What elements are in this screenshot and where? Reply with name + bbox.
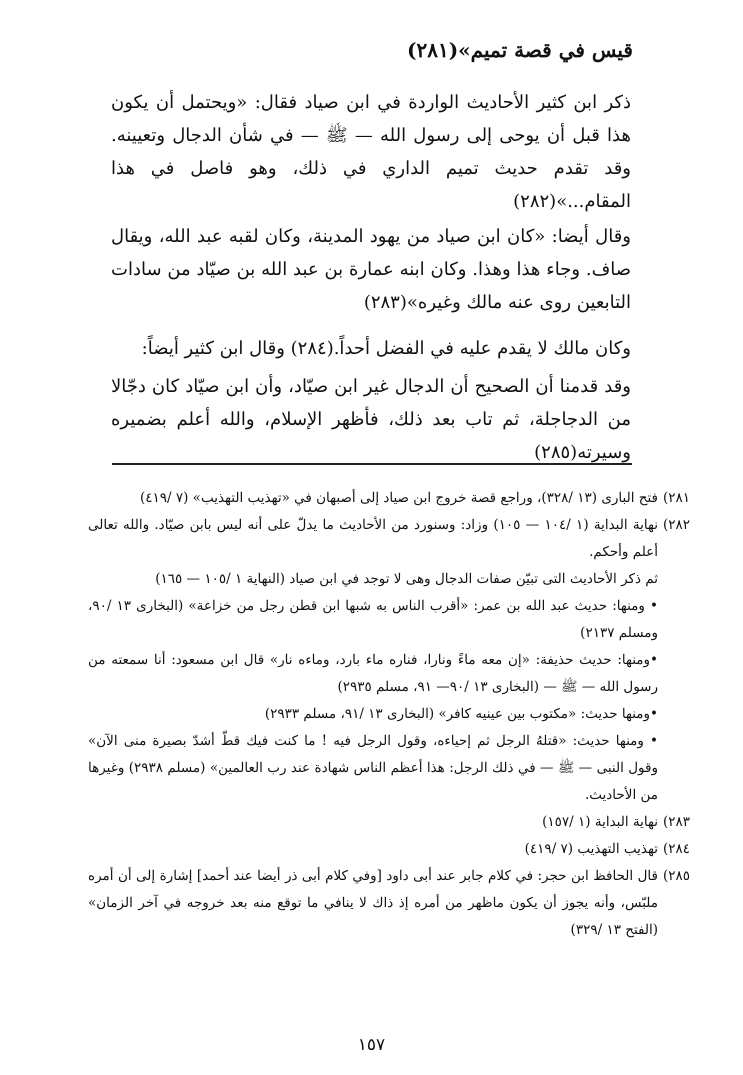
footnote-text: •ومنها: حديث حذيفة: «إن معه ماءً ونارا، فناره ماء بارد، وماءه نار» قال ابن مسعود: أنا سمعته من رسول الله — ﷺ — (البخارى ١٣ /٩٠— ٩١، مسلم ٢٩٣٥) bbox=[88, 652, 658, 695]
footnote-text: نهاية البداية (١ /١٥٧) bbox=[542, 814, 658, 830]
footnote-282-hadith-1 bbox=[88, 593, 658, 647]
footnote-text: قال الحافظ ابن حجر: في كلام جابر عند أبى داود [وفي كلام أبى ذر أيضا عند أحمد] إشارة إلى أن أمره ملبّس، وأنه يجوز أن يكون ماظهر من أمره إذ ذاك لا ينافي ما توقع منه بعد خروجه في آخر الزمان» (الفتح ١٣ /٣٢٩) bbox=[88, 868, 658, 938]
paragraph-4: وقد قدمنا أن الصحيح أن الدجال غير ابن صيّاد، وأن ابن صيّاد كان دجّالا من الدجاجلة، ثم تاب بعد ذلك، فأظهر الإسلام، والله أعلم بضميره وسيرته(٢٨٥) bbox=[111, 376, 631, 463]
paragraph-2: وقال أيضا: «كان ابن صياد من يهود المدينة، وكان لقبه عبد الله، ويقال صاف. وجاء هذا وهذا. وكان ابنه عمارة بن عبد الله بن صيّاد من سادات التابعين روى عنه مالك وغيره»(٢٨٣) bbox=[111, 226, 631, 313]
footnote-text: نهاية البداية (١ /١٠٤ — ١٠٥) وزاد: وسنورد من الأحاديث ما يدلّ على أنه ليس بابن صيّاد. والله تعالى أعلم وأحكم. bbox=[88, 517, 658, 560]
footnote-text: تهذيب التهذيب (٧ /٤١٩) bbox=[524, 841, 658, 857]
footnote-text: فتح البارى (١٣ /٣٢٨)، وراجع قصة خروج ابن صياد إلى أصبهان في «تهذيب التهذيب» (٧ /٤١٩) bbox=[139, 490, 658, 506]
footnote-282 bbox=[88, 512, 691, 566]
footnote-282-continuation bbox=[88, 566, 658, 593]
footnote-282-hadith-2 bbox=[88, 647, 658, 701]
section-heading: قيس في قصة تميم»(٢٨١) bbox=[407, 38, 633, 62]
footnote-282-hadith-4 bbox=[88, 728, 658, 809]
footnote-284 bbox=[88, 836, 691, 863]
footnote-text: • ومنها: حديث عبد الله بن عمر: «أقرب الناس به شبها ابن قطن رجل من خزاعة» (البخارى ١٣ /٩٠، ومسلم ٢١٣٧) bbox=[88, 598, 659, 641]
footnote-281 bbox=[88, 485, 691, 512]
paragraph-3: وكان مالك لا يقدم عليه في الفضل أحداً.(٢٨٤) وقال ابن كثير أيضاً: bbox=[141, 338, 631, 359]
footnotes bbox=[88, 485, 691, 944]
paragraph-1: ذكر ابن كثير الأحاديث الواردة في ابن صياد فقال: «ويحتمل أن يكون هذا قبل أن يوحى إلى رسول الله — ﷺ — في شأن الدجال وتعيينه. وقد تقدم حديث تميم الداري في ذلك، وهو فاصل في هذا المقام...»(٢٨٢) bbox=[111, 92, 631, 212]
footnote-text: • ومنها حديث: «قتلهُ الرجل ثم إحياءه، وقول الرجل فيه ! ما كنت فيك قطّ أشدّ بصيرة منى الآن» وقول النبى — ﷺ — في ذلك الرجل: هذا أعظم الناس شهادة عند رب العالمين» (مسلم ٢٩٣٨) وغيرها من الأحاديث. bbox=[88, 733, 658, 803]
footnote-number: ٢٨١) bbox=[663, 490, 691, 506]
footnote-number: ٢٨٤) bbox=[663, 841, 691, 857]
footnote-divider bbox=[112, 463, 632, 465]
footnote-283 bbox=[88, 809, 691, 836]
footnote-number: ٢٨٥) bbox=[663, 868, 691, 884]
footnote-text: •ومنها حديث: «مكتوب بين عينيه كافر» (البخارى ١٣ /٩١، مسلم ٢٩٣٣) bbox=[264, 706, 658, 722]
footnote-282-hadith-3 bbox=[88, 701, 658, 728]
footnote-number: ٢٨٢) bbox=[663, 517, 691, 533]
footnote-285 bbox=[88, 863, 691, 944]
page-number: ١٥٧ bbox=[357, 1035, 386, 1055]
footnote-number: ٢٨٣) bbox=[663, 814, 691, 830]
footnote-text: ثم ذكر الأحاديث التى تبيّن صفات الدجال وهى لا توجد في ابن صياد (النهاية ١ /١٠٥ — ١٦٥) bbox=[155, 571, 658, 587]
